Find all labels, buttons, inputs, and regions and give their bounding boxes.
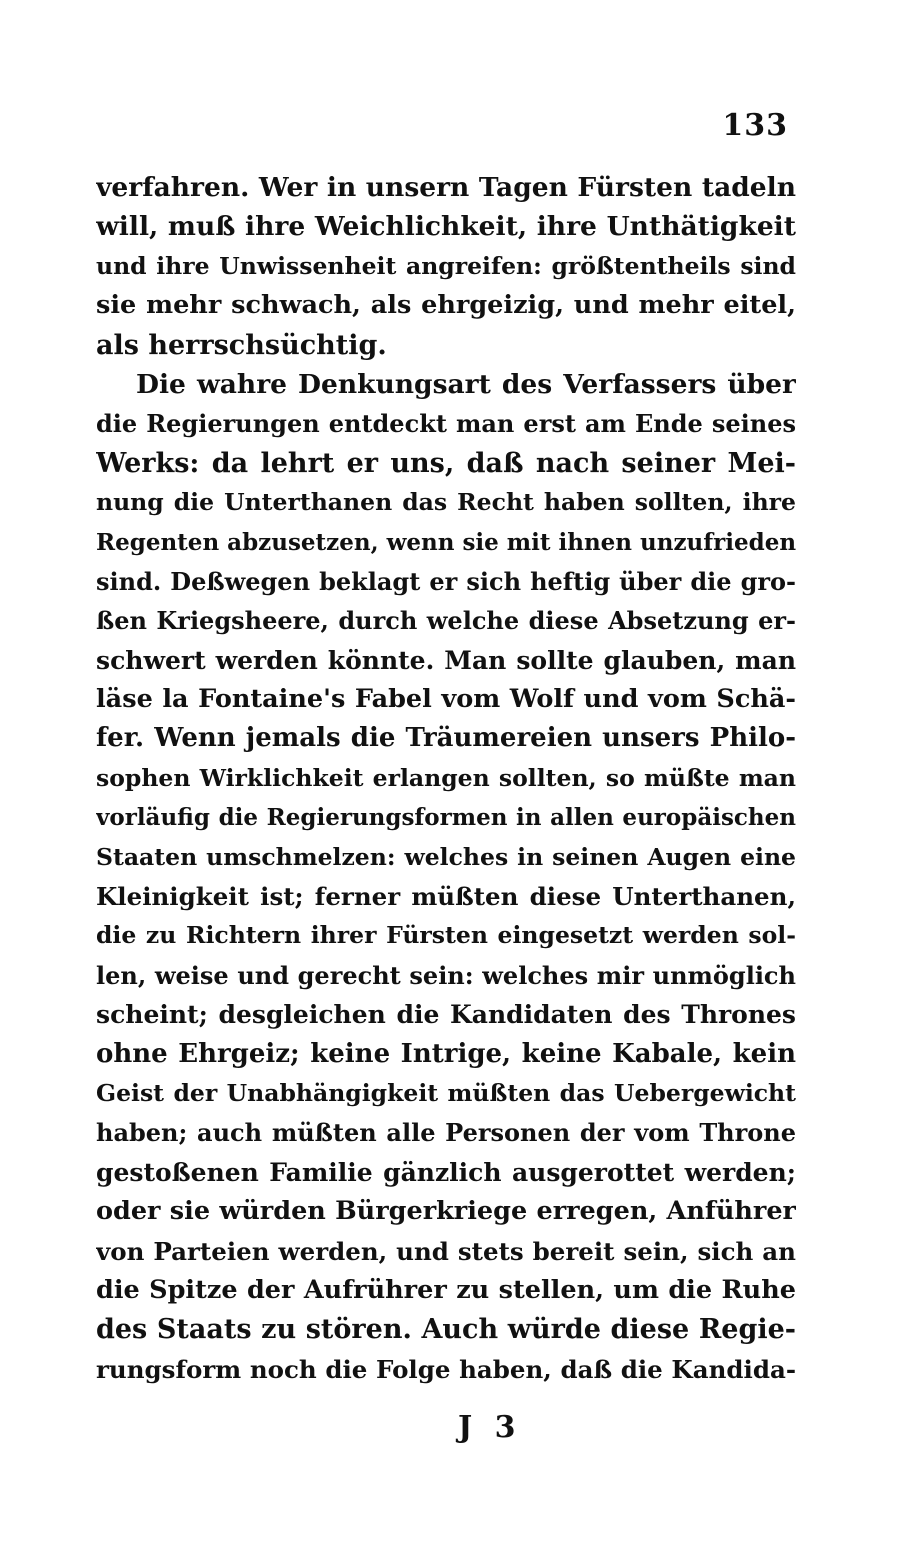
text-line: len, weise und gerecht sein: welches mir unmöglich (96, 960, 796, 990)
text-line: und ihre Unwissenheit angreifen: größtentheils sind (96, 251, 796, 280)
text-line: die Spitze der Aufrührer zu stellen, um die Ruhe (96, 1274, 796, 1305)
text-line: von Parteien werden, und stets bereit sein, sich an (96, 1236, 796, 1266)
text-line: verfahren. Wer in unsern Tagen Fürsten tadeln (96, 172, 796, 203)
text-line: sophen Wirklichkeit erlangen sollten, so müßte man (96, 763, 796, 792)
body-text (96, 168, 796, 1389)
text-line: sie mehr schwach, als ehrgeizig, und mehr eitel, (96, 290, 796, 321)
page-number: 133 (722, 108, 788, 143)
text-line: die Regierungen entdeckt man erst am Ende seines (96, 409, 796, 439)
text-line: die zu Richtern ihrer Fürsten eingesetzt werden sol- (96, 921, 796, 950)
text-line: Kleinigkeit ist; ferner müßten diese Unterthanen, (96, 882, 796, 912)
text-line: will, muß ihre Weichlichkeit, ihre Unthätigkeit (96, 211, 796, 243)
text-line: fer. Wenn jemals die Träumereien unsers Philo- (96, 723, 796, 754)
text-line: Regenten abzusetzen, wenn sie mit ihnen unzufrieden (96, 528, 796, 556)
text-line: läse la Fontaine's Fabel vom Wolf und vom Schä- (96, 684, 796, 715)
paragraph-start-line: Die wahre Denkungsart des Verfassers über (136, 368, 796, 400)
text-line: Geist der Unabhängigkeit müßten das Uebergewicht (96, 1078, 796, 1107)
text-line: gestoßenen Familie gänzlich ausgerottet werden; (96, 1157, 796, 1187)
text-line: des Staats zu stören. Auch würde diese Regie- (96, 1314, 796, 1346)
text-line: sind. Deßwegen beklagt er sich heftig über die gro- (96, 566, 796, 596)
text-line: Werks: da lehrt er uns, daß nach seiner Mei- (96, 447, 796, 479)
text-line: Staaten umschmelzen: welches in seinen Augen eine (96, 842, 796, 871)
text-line: schwert werden könnte. Man sollte glauben, man (96, 645, 796, 675)
text-line: nung die Unterthanen das Recht haben sollten, ihre (96, 488, 796, 517)
text-line: ohne Ehrgeiz; keine Intrige, keine Kabale, kein (96, 1038, 796, 1069)
text-line: ßen Kriegsheere, durch welche diese Absetzung er- (96, 606, 796, 636)
text-line: oder sie würden Bürgerkriege erregen, Anführer (96, 1196, 796, 1227)
signature-mark: J 3 (458, 1410, 522, 1445)
text-line: rungsform noch die Folge haben, daß die Kandida- (96, 1354, 796, 1384)
text-line: scheint; desgleichen die Kandidaten des Thrones (96, 1000, 796, 1030)
text-line: vorläufig die Regierungsformen in allen europäischen (96, 804, 796, 832)
text-line: haben; auch müßten alle Personen der vom Throne (96, 1118, 796, 1148)
text-line: als herrschsüchtig. (96, 329, 387, 361)
